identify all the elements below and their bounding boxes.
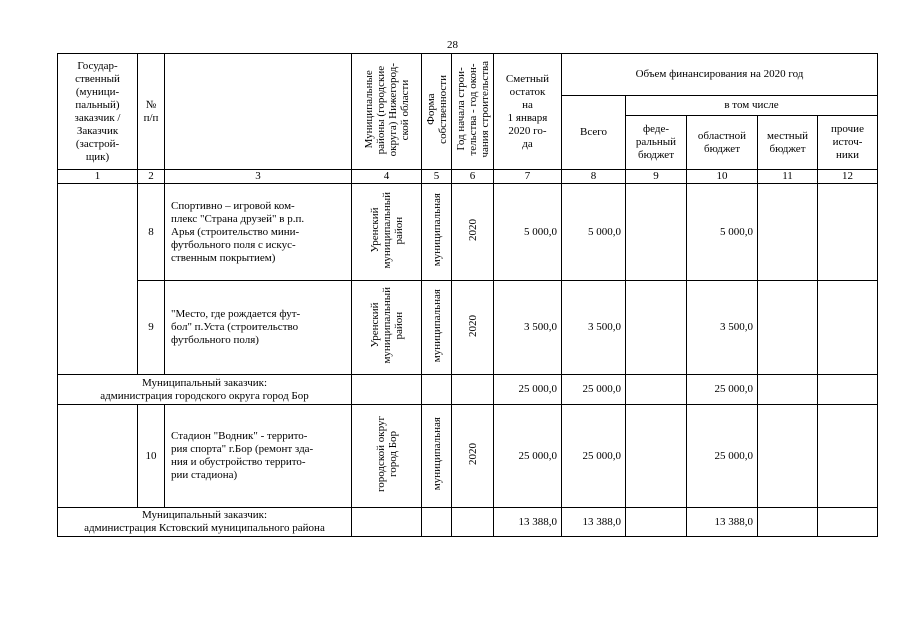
year-cell — [452, 281, 494, 375]
col-num: 10 — [687, 170, 758, 184]
object-name: Стадион "Водник" - террито- рия спорта" г.Бор (ремонт зда- ния и обустройство террито- рии стадиона) — [165, 405, 352, 508]
remainder-value: 25 000,0 — [494, 405, 562, 508]
total-value: 25 000,0 — [562, 405, 626, 508]
local-value — [758, 281, 818, 375]
header-years — [452, 54, 494, 170]
district-text: городской округ город Бор — [374, 415, 399, 493]
federal-value — [626, 405, 687, 508]
district-cell — [352, 405, 422, 508]
header-including: в том числе — [626, 96, 878, 116]
customer-label: Муниципальный заказчик: администрация Кстовский муниципального района — [58, 508, 352, 537]
other-value — [818, 405, 878, 508]
header-number: № п/п — [138, 54, 165, 170]
year-cell — [452, 405, 494, 508]
federal-value — [626, 184, 687, 281]
header-municipal — [352, 54, 422, 170]
year-text: 2020 — [466, 314, 479, 337]
col-num: 3 — [165, 170, 352, 184]
local-value — [758, 405, 818, 508]
regional-value: 5 000,0 — [687, 184, 758, 281]
district-cell — [352, 281, 422, 375]
col-num: 6 — [452, 170, 494, 184]
total-value: 3 500,0 — [562, 281, 626, 375]
ownership-text: муниципальная — [430, 417, 443, 491]
header-total: Всего — [562, 96, 626, 170]
col-num: 2 — [138, 170, 165, 184]
col-num: 8 — [562, 170, 626, 184]
table-row — [58, 184, 878, 281]
ownership-cell — [422, 281, 452, 375]
regional-value: 25 000,0 — [687, 405, 758, 508]
header-federal: феде- ральный бюджет — [626, 116, 687, 170]
ownership-text: муниципальная — [430, 288, 443, 363]
remainder-value: 3 500,0 — [494, 281, 562, 375]
district-text: Уренский муниципальный район — [368, 191, 405, 269]
empty-cell — [452, 375, 494, 405]
year-text: 2020 — [466, 219, 479, 241]
header-years-text: Год начала строи- тельства - год окон- чания строительства — [454, 61, 491, 158]
table-row — [58, 405, 878, 508]
ownership-cell — [422, 405, 452, 508]
total-value: 25 000,0 — [562, 375, 626, 405]
remainder-value: 13 388,0 — [494, 508, 562, 537]
local-value — [758, 508, 818, 537]
header-municipal-text: Муниципальные районы (городские округа) Нижегород- ской области — [362, 62, 411, 157]
col-num: 4 — [352, 170, 422, 184]
col-num: 9 — [626, 170, 687, 184]
col-num: 5 — [422, 170, 452, 184]
federal-value — [626, 375, 687, 405]
local-value — [758, 375, 818, 405]
year-text: 2020 — [466, 443, 479, 465]
district-text: Уренский муниципальный район — [368, 287, 405, 364]
header-local: местный бюджет — [758, 116, 818, 170]
local-value — [758, 184, 818, 281]
customer-label: Муниципальный заказчик: администрация городского округа город Бор — [58, 375, 352, 405]
customer-row — [58, 375, 878, 405]
total-value: 5 000,0 — [562, 184, 626, 281]
header-other: прочие источ- ники — [818, 116, 878, 170]
regional-value: 3 500,0 — [687, 281, 758, 375]
regional-value: 25 000,0 — [687, 375, 758, 405]
object-name: Спортивно – игровой ком- плекс "Страна друзей" в р.п. Арья (строительство мини- футбольного поля с искус- ственным покрытием) — [165, 184, 352, 281]
header-name — [165, 54, 352, 170]
column-numbers-row — [58, 170, 878, 184]
object-name: "Место, где рождается фут- бол" п.Уста (строительство футбольного поля) — [165, 281, 352, 375]
row-number: 10 — [138, 405, 165, 508]
header-ownership-text: Форма собственности — [424, 75, 449, 144]
col-num: 1 — [58, 170, 138, 184]
header-remainder: Сметный остаток на 1 января 2020 го- да — [494, 54, 562, 170]
regional-value: 13 388,0 — [687, 508, 758, 537]
empty-cell — [352, 508, 422, 537]
customer-cell-empty — [58, 184, 138, 375]
remainder-value: 25 000,0 — [494, 375, 562, 405]
table-row — [58, 281, 878, 375]
col-num: 7 — [494, 170, 562, 184]
row-number: 9 — [138, 281, 165, 375]
customer-row — [58, 508, 878, 537]
col-num: 11 — [758, 170, 818, 184]
row-number: 8 — [138, 184, 165, 281]
remainder-value: 5 000,0 — [494, 184, 562, 281]
ownership-cell — [422, 184, 452, 281]
ownership-text: муниципальная — [430, 193, 443, 267]
other-value — [818, 508, 878, 537]
federal-value — [626, 508, 687, 537]
col-num: 12 — [818, 170, 878, 184]
header-financing: Объем финансирования на 2020 год — [562, 54, 878, 96]
empty-cell — [422, 375, 452, 405]
federal-value — [626, 281, 687, 375]
total-value: 13 388,0 — [562, 508, 626, 537]
empty-cell — [452, 508, 494, 537]
other-value — [818, 184, 878, 281]
district-cell — [352, 184, 422, 281]
customer-cell-empty — [58, 405, 138, 508]
financing-table — [57, 53, 878, 537]
header-customer: Государ- ственный (муници- пальный) заказчик / Заказчик (застрой- щик) — [58, 54, 138, 170]
header-ownership — [422, 54, 452, 170]
empty-cell — [352, 375, 422, 405]
page-number: 28 — [447, 39, 458, 51]
empty-cell — [422, 508, 452, 537]
other-value — [818, 375, 878, 405]
year-cell — [452, 184, 494, 281]
header-regional: областной бюджет — [687, 116, 758, 170]
other-value — [818, 281, 878, 375]
